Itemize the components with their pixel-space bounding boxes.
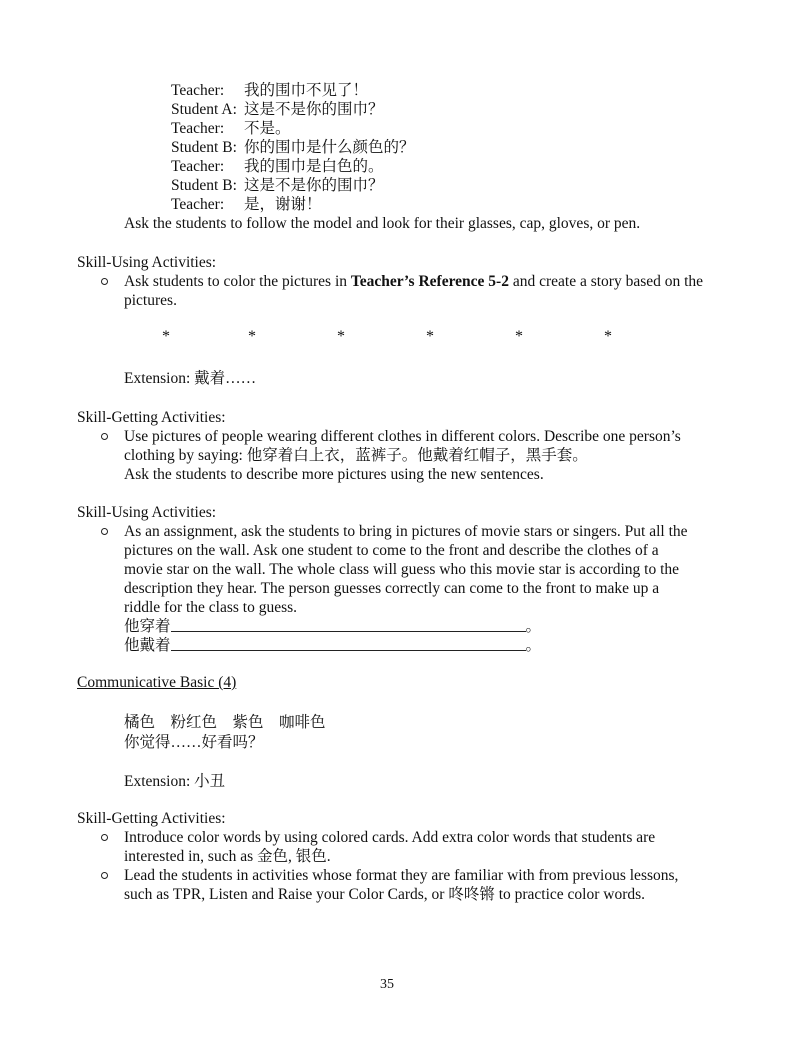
- color-words-line: 橘色 粉红色 紫色 咖啡色: [124, 714, 326, 731]
- speaker: Teacher:: [171, 120, 225, 137]
- dialogue-line: [171, 81, 368, 100]
- section-heading: Skill-Using Activities:: [77, 254, 217, 271]
- dialogue-line: [171, 195, 322, 214]
- page-number: 35: [380, 977, 394, 992]
- section-heading: Skill-Getting Activities:: [77, 409, 226, 426]
- fill-in-line: [124, 636, 541, 655]
- bullet-icon: [101, 278, 108, 285]
- dialogue-line: [171, 100, 384, 119]
- star-separator: *: [515, 328, 523, 345]
- blank-line: [171, 617, 526, 632]
- bullet-text-main: Use pictures of people wearing different clothes in different colors. Describe one person’s clothing by saying: 他穿着白上衣，蓝裤子。他戴着红帽子，黑手套。: [124, 428, 681, 464]
- bullet-text: [124, 427, 699, 484]
- dialogue-followup: Ask the students to follow the model and look for their glasses, cap, gloves, or pen.: [124, 215, 641, 232]
- communicative-heading: Communicative Basic (4): [77, 674, 237, 691]
- star-separator: *: [337, 328, 345, 345]
- bullet-icon: [101, 872, 108, 879]
- fill-label: 他戴着: [124, 637, 171, 654]
- utterance: 你的围巾是什么颜色的？: [244, 139, 415, 156]
- utterance: 我的围巾是白色的。: [244, 158, 384, 175]
- utterance: 这是不是你的围巾？: [244, 177, 384, 194]
- speaker: Teacher:: [171, 196, 225, 213]
- bullet-text-part: Ask students to color the pictures in: [124, 273, 351, 290]
- fill-in-line: [124, 617, 541, 636]
- bullet-text: As an assignment, ask the students to bring in pictures of movie stars or singers. Put all the pictures on the wall. Ask one student to come to the front and describe the clothes of a movie star on the wall. The whole class will guess who this movie star is according to the description they hear. The person guesses correctly can come to the front to make up a riddle for the class to guess.: [124, 523, 688, 616]
- utterance: 这是不是你的围巾？: [244, 101, 384, 118]
- extension-note: Extension: 小丑: [124, 773, 226, 790]
- bullet-text: Lead the students in activities whose format they are familiar with from previous lessons, such as TPR, Listen and Raise your Color Cards, or 咚咚锵 to practice color words.: [124, 867, 679, 903]
- bullet-icon: [101, 433, 108, 440]
- bullet-text: [124, 272, 704, 310]
- section-heading: Skill-Getting Activities:: [77, 810, 226, 827]
- speaker: Student B:: [171, 177, 237, 194]
- star-separator: *: [162, 328, 170, 345]
- fill-end: 。: [525, 637, 542, 654]
- bullet-text: Introduce color words by using colored cards. Add extra color words that students are interested in, such as 金色, 银色.: [124, 829, 656, 865]
- dialogue-line: [171, 157, 384, 176]
- bullet-text-part: and create a story based on the pictures.: [124, 273, 704, 309]
- star-separator: *: [604, 328, 612, 345]
- speaker: Student A:: [171, 101, 237, 118]
- star-separator: *: [248, 328, 256, 345]
- dialogue-line: [171, 119, 291, 138]
- speaker: Teacher:: [171, 82, 225, 99]
- extension-note: Extension: 戴着……: [124, 370, 257, 387]
- speaker: Student B:: [171, 139, 237, 156]
- bullet-icon: [101, 834, 108, 841]
- utterance: 是，谢谢！: [244, 196, 322, 213]
- fill-label: 他穿着: [124, 618, 171, 635]
- blank-line: [171, 636, 526, 651]
- question-line: 你觉得……好看吗？: [124, 734, 264, 751]
- bullet-icon: [101, 528, 108, 535]
- bullet-text-follow: Ask the students to describe more pictures using the new sentences.: [124, 466, 544, 483]
- utterance: 我的围巾不见了！: [244, 82, 369, 99]
- dialogue-line: [171, 138, 415, 157]
- reference-title: Teacher’s Reference 5-2: [350, 273, 509, 290]
- speaker: Teacher:: [171, 158, 225, 175]
- dialogue-line: [171, 176, 384, 195]
- fill-end: 。: [525, 618, 542, 635]
- star-separator: *: [426, 328, 434, 345]
- section-heading: Skill-Using Activities:: [77, 504, 217, 521]
- utterance: 不是。: [244, 120, 291, 137]
